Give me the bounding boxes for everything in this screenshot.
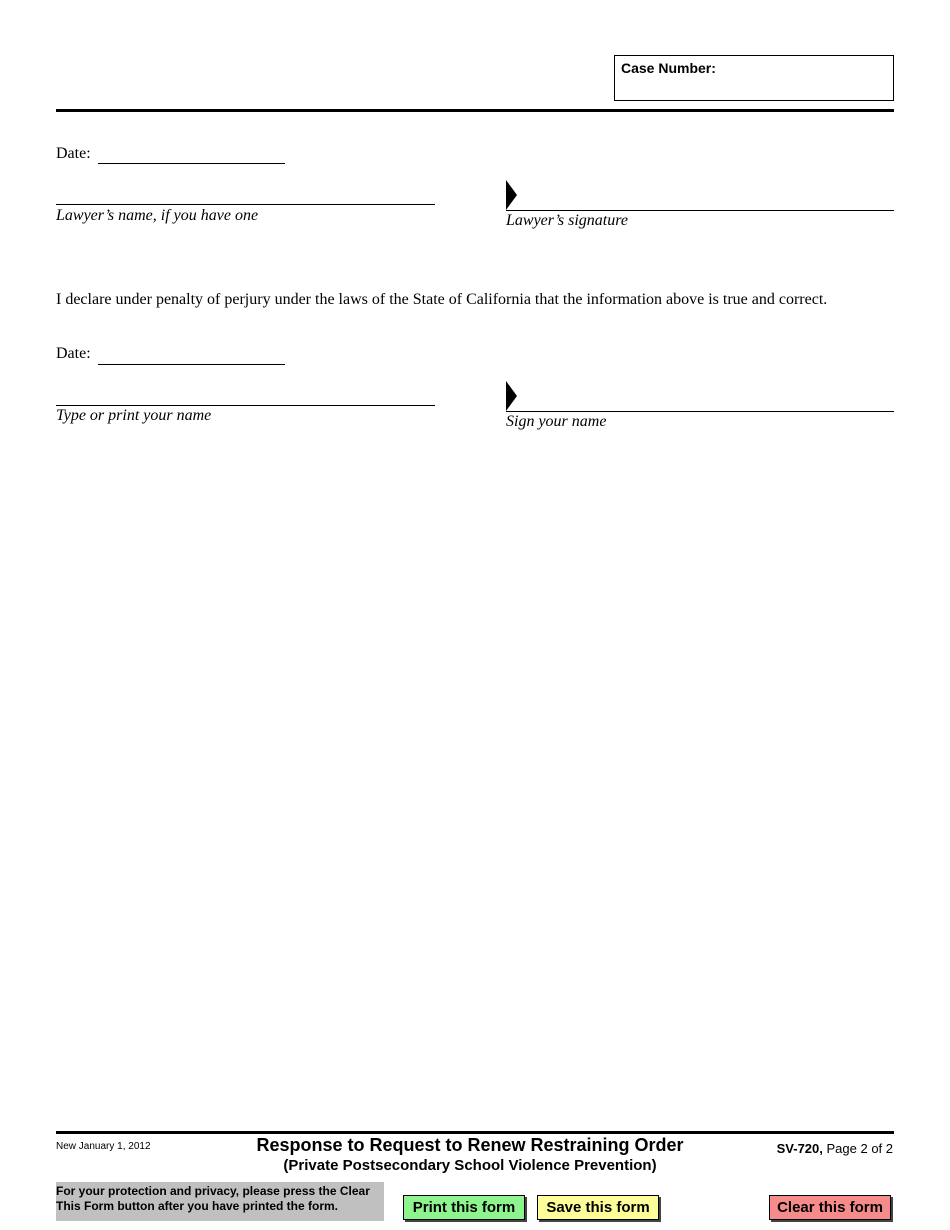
footer-rule (56, 1131, 894, 1134)
declaration-text: I declare under penalty of perjury under the laws of the State of California that the information above is true and correct. (56, 291, 828, 308)
signature-arrow-icon (506, 180, 517, 210)
case-number-box (614, 55, 894, 101)
clear-form-button[interactable]: Clear this form (769, 1195, 891, 1220)
declarant-date-field[interactable] (98, 346, 283, 364)
header-rule (56, 109, 894, 112)
revision-date: New January 1, 2012 (56, 1141, 151, 1152)
lawyer-date-field[interactable] (98, 145, 283, 163)
lawyer-name-caption: Lawyer’s name, if you have one (56, 207, 259, 224)
declarant-signature-caption: Sign your name (506, 413, 607, 430)
lawyer-date-label: Date: (56, 145, 91, 162)
form-subtitle: (Private Postsecondary School Violence Prevention) (283, 1157, 657, 1174)
lawyer-name-line (56, 184, 435, 205)
form-number: SV-720, (776, 1141, 823, 1156)
declarant-name-caption: Type or print your name (56, 407, 212, 424)
declarant-date-label: Date: (56, 345, 91, 362)
signature-arrow-icon (506, 381, 517, 411)
form-title: Response to Request to Renew Restraining Order (256, 1135, 684, 1155)
lawyer-signature-line[interactable] (506, 210, 894, 211)
print-form-button[interactable]: Print this form (403, 1195, 525, 1220)
privacy-notice: For your protection and privacy, please press the Clear This Form button after you have printed the form. (56, 1184, 370, 1213)
lawyer-date-line (98, 144, 285, 164)
declarant-date-line (98, 345, 285, 365)
declarant-name-line (56, 385, 435, 406)
lawyer-name-field[interactable] (56, 184, 433, 203)
privacy-notice-box (56, 1182, 384, 1221)
case-number-field[interactable] (621, 78, 889, 98)
declarant-name-field[interactable] (56, 385, 433, 404)
form-id (777, 1141, 893, 1156)
case-number-label: Case Number: (621, 60, 716, 76)
lawyer-signature-caption: Lawyer’s signature (506, 212, 628, 229)
declarant-signature-line[interactable] (506, 411, 894, 412)
save-form-button[interactable]: Save this form (537, 1195, 659, 1220)
page-info: Page 2 of 2 (826, 1141, 893, 1156)
